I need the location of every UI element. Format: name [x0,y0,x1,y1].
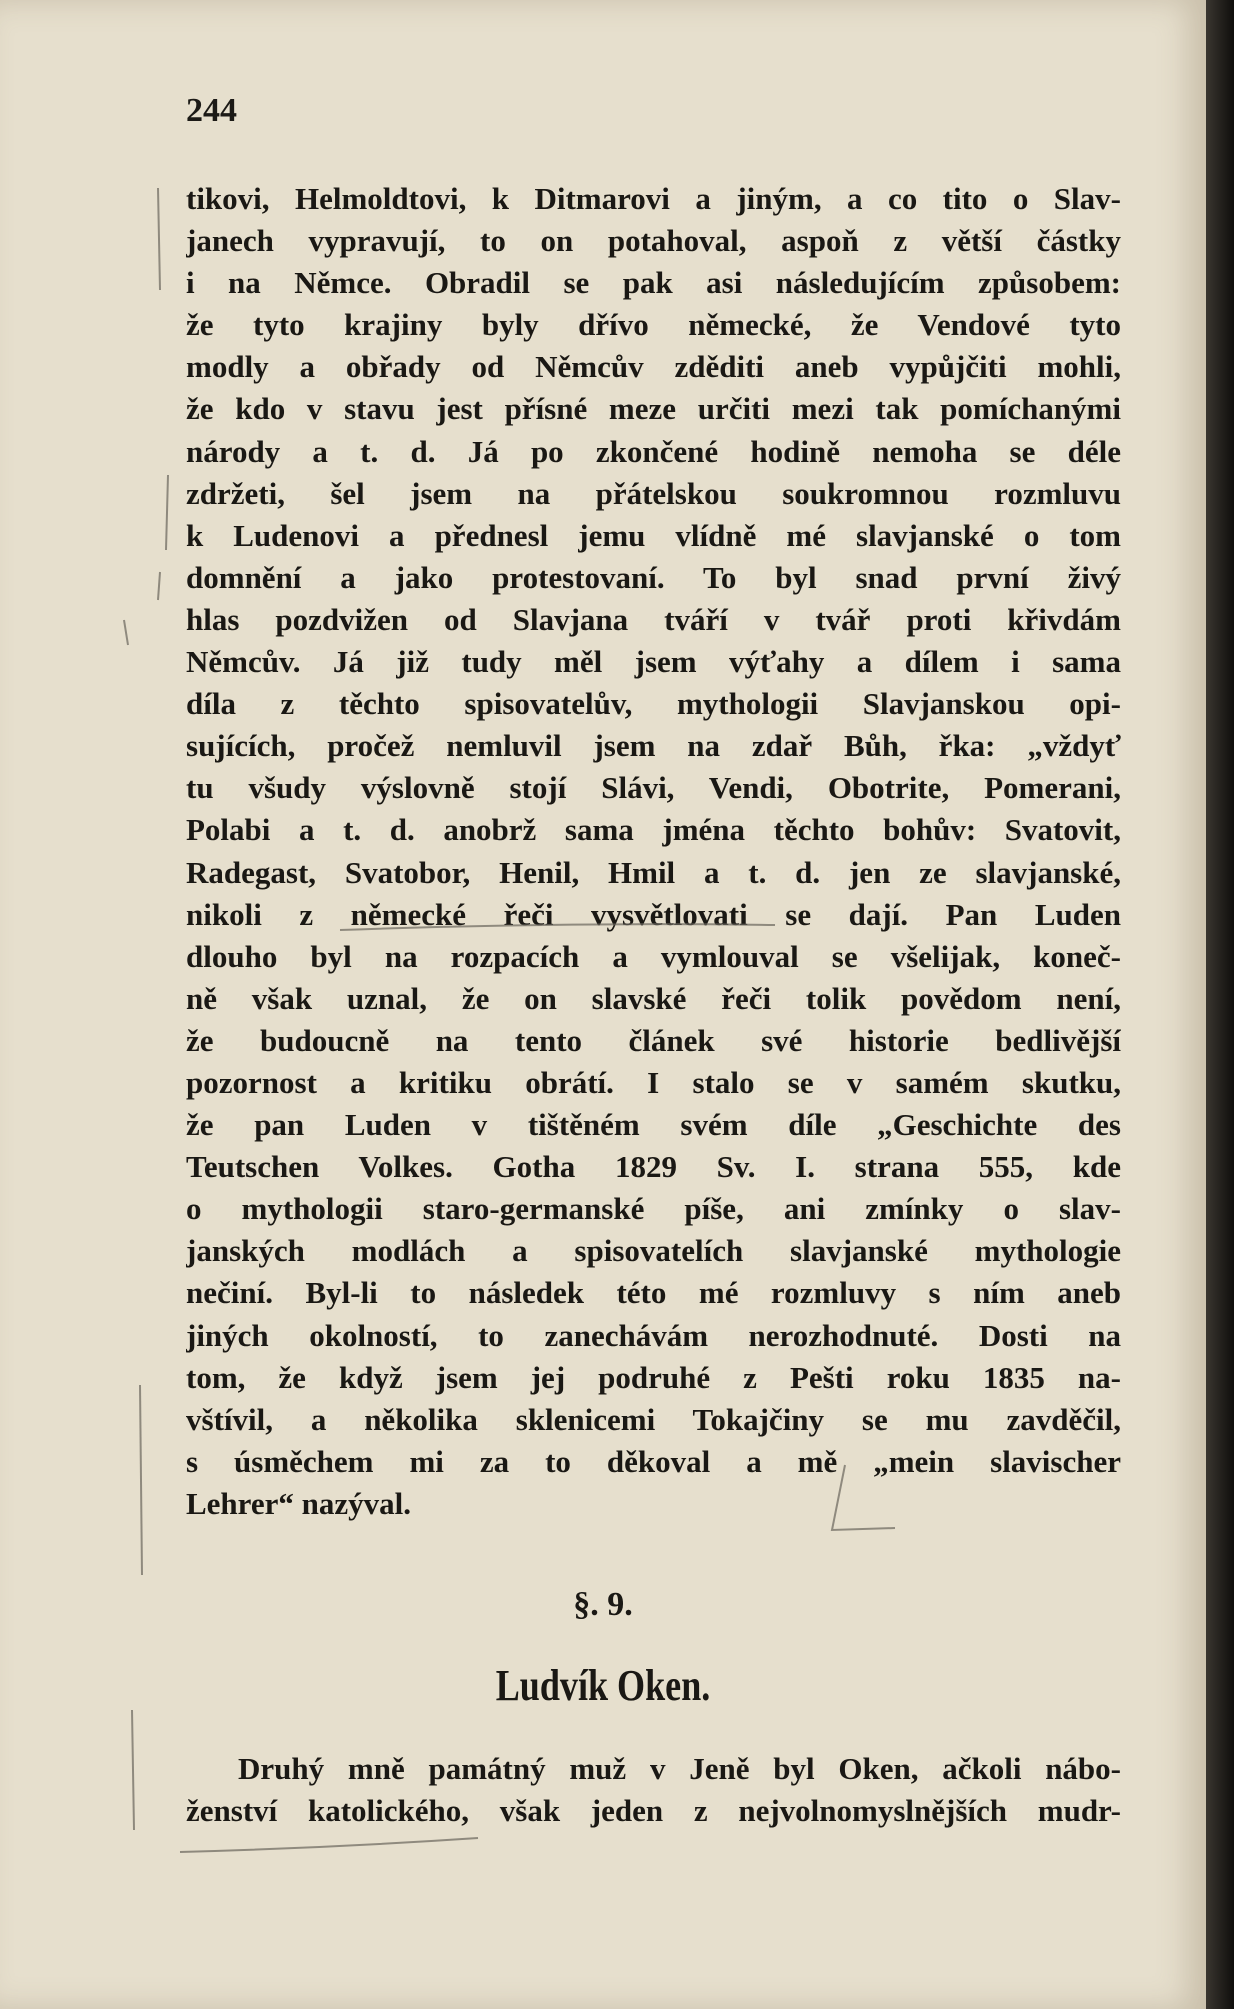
text-line: ženství katolického, však jeden z nejvolnomyslnějších mudr- [186,1793,1121,1829]
text-line: hlas pozdvižen od Slavjana tváří v tvář proti křivdám [186,601,1121,637]
text-line: jiných okolností, to zanechávám nerozhodnuté. Dosti na [186,1317,1121,1353]
text-line: modly a obřady od Němcův zděditi aneb vypůjčiti mohli, [186,349,1121,385]
text-line: pozornost a kritiku obrátí. I stalo se v samém skutku, [186,1064,1121,1100]
text-line: národy a t. d. Já po zkončené hodině nemoha se déle [186,433,1121,469]
text-line: že pan Luden v tištěném svém díle „Geschichte des [186,1107,1121,1143]
text-line: tikovi, Helmoldtovi, k Ditmarovi a jiným, a co tito o Slav- [186,181,1121,216]
text-line: janech vypravují, to on potahoval, aspoň z větší částky [186,223,1121,259]
section-number: §. 9. [573,1586,633,1623]
text-line: Radegast, Svatobor, Henil, Hmil a t. d. jen ze slavjanské, [186,854,1121,890]
text-line: o mythologii staro-germanské píše, ani zmínky o slav- [186,1191,1121,1227]
text-line: nikoli z německé řeči vysvětlovati se dají. Pan Luden [186,896,1121,932]
book-spine [1206,0,1234,2009]
pencil-margin-line [140,1385,142,1575]
text-line: že budoucně na tento článek své historie bedlivější [186,1022,1121,1058]
text-line: s úsměchem mi za to děkoval a mě „mein slavischer [186,1443,1121,1479]
paragraph-1 [186,178,1121,1525]
text-line: tu všudy výslovně stojí Slávi, Vendi, Obotrite, Pomerani, [186,770,1121,806]
pencil-underline [180,1838,478,1852]
text-line: sujících, pročež nemluvil jsem na zdař Bůh, řka: „vždyť [186,728,1121,764]
text-line: i na Němce. Obradil se pak asi následujícím způsobem: [186,265,1121,301]
text-line: janských modlách a spisovatelích slavjanské mythologie [186,1233,1121,1269]
text-line: Lehrer“ nazýval. [186,1485,412,1521]
text-line: Němcův. Já již tudy měl jsem výťahy a dílem i sama [186,644,1121,680]
text-line: ně však uznal, že on slavské řeči tolik povědom není, [186,980,1121,1016]
pencil-margin-line [158,572,160,600]
text-line: Teutschen Volkes. Gotha 1829 Sv. I. strana 555, kde [186,1149,1121,1185]
pencil-margin-line [166,475,168,550]
pencil-margin-line [132,1710,134,1830]
text-line: zdržeti, šel jsem na přátelskou soukromnou rozmluvu [186,475,1121,511]
page-number: 244 [186,92,237,129]
text-line: že kdo v stavu jest přísné meze určiti mezi tak pomíchanými [186,391,1121,427]
text-line: domnění a jako protestovaní. To byl snad první živý [186,559,1121,595]
text-line: nečiní. Byl-li to následek této mé rozmluvy s ním aneb [186,1275,1121,1311]
pencil-margin-line [124,620,128,645]
text-line: k Ludenovi a přednesl jemu vlídně mé slavjanské o tom [186,517,1121,553]
text-line: díla z těchto spisovatelův, mythologii Slavjanskou opi- [186,686,1121,722]
text-line: Druhý mně památný muž v Jeně byl Oken, ačkoli nábo- [238,1751,1121,1786]
text-line: Polabi a t. d. anobrž sama jména těchto bohův: Svatovit, [186,812,1121,848]
section-title: Ludvík Oken. [495,1661,711,1710]
paragraph-2 [186,1748,1121,1832]
text-line: že tyto krajiny byly dřívo německé, že Vendové tyto [186,307,1121,343]
pencil-margin-line [158,188,160,290]
text-line: tom, že když jsem jej podruhé z Pešti roku 1835 na- [186,1359,1121,1395]
text-line: dlouho byl na rozpacích a vymlouval se všelijak, koneč- [186,938,1121,974]
text-line: vštívil, a několika sklenicemi Tokajčiny se mu zavděčil, [186,1401,1121,1437]
